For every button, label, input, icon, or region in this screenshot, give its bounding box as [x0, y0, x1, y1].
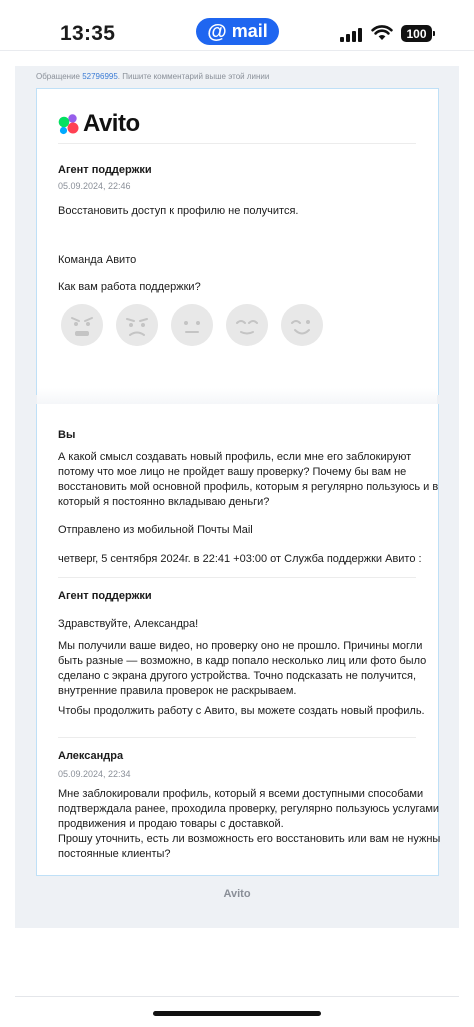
- support-text: Восстановить доступ к профилю не получится.: [58, 205, 299, 217]
- status-bar: [0, 0, 474, 60]
- quoted-user-line: постоянные клиенты?: [58, 848, 171, 860]
- wifi-icon: [371, 24, 393, 41]
- at-icon: @: [207, 20, 227, 43]
- avito-logo-text: Avito: [83, 110, 140, 137]
- mail-pill-label: mail: [231, 21, 268, 41]
- very-angry-face-icon[interactable]: [61, 304, 103, 346]
- quoted-support-line: Мы получили ваше видео, но проверку оно не прошло. Причины могли: [58, 640, 423, 652]
- quoted-user-line: продвижения и продаю товары с доставкой.: [58, 818, 284, 830]
- reply-line: потому что мое лицо не пройдет вашу проверку? Почему бы вам не: [58, 466, 407, 478]
- bottom-divider: [15, 996, 459, 997]
- reply-line: восстановить мой основной профиль, которым я регулярно пользуюсь и в: [58, 481, 439, 493]
- sent-from: Отправлено из мобильной Почты Mail: [58, 524, 253, 536]
- reply-line: который я постоянно вкладываю деньги?: [58, 496, 270, 508]
- support-signature: Команда Авито: [58, 254, 137, 266]
- quote-divider: [58, 737, 416, 738]
- logo-divider: [58, 143, 416, 144]
- slight-smile-face-icon[interactable]: [226, 304, 268, 346]
- ticket-suffix: . Пишите комментарий выше этой линии: [117, 72, 270, 81]
- quoted-user-line: Мне заблокировали профиль, который я всеми доступными способами: [58, 788, 424, 800]
- quoted-user-date: 05.09.2024, 22:34: [58, 769, 131, 779]
- footer-brand: Avito: [223, 888, 251, 900]
- home-indicator[interactable]: [153, 1011, 321, 1016]
- quoted-support-closing: Чтобы продолжить работу с Авито, вы можете создать новый профиль.: [58, 705, 425, 717]
- happy-wink-face-icon[interactable]: [281, 304, 323, 346]
- avito-logo-dots-icon: [58, 113, 80, 135]
- rating-faces: [61, 304, 323, 346]
- rating-question: Как вам работа поддержки?: [58, 281, 201, 293]
- ticket-prefix: Обращение: [36, 72, 83, 81]
- quoted-support-line: внутренние правила проверок не раскрываем.: [58, 685, 297, 697]
- quote-header: четверг, 5 сентября 2024г. в 22:41 +03:00 от Служба поддержки Авито :: [58, 553, 422, 565]
- quoted-user-line: Прошу уточнить, есть ли возможность его восстановить или вам не нужны: [58, 833, 441, 845]
- avito-logo: [58, 110, 140, 138]
- support-date: 05.09.2024, 22:46: [58, 181, 131, 191]
- reply-line: А какой смысл создавать новый профиль, если мне его заблокируют: [58, 451, 412, 463]
- support-author: Агент поддержки: [58, 164, 152, 176]
- cellular-signal-icon: [340, 27, 362, 42]
- quoted-support-line: быть разные — возможно, в кадр попало несколько лиц или фото было: [58, 655, 427, 667]
- quoted-support-line: сделано с экрана другого устройства. Точно подсказать не получится,: [58, 670, 417, 682]
- angry-face-icon[interactable]: [116, 304, 158, 346]
- quote-divider: [58, 577, 416, 578]
- battery-icon: [401, 25, 432, 42]
- ticket-number-link[interactable]: 52796995: [82, 72, 118, 81]
- quoted-support-author: Агент поддержки: [58, 590, 152, 602]
- quoted-user-line: подтверждала ранее, проходила проверку, регулярно пользуюсь услугами: [58, 803, 440, 815]
- ticket-info: [36, 72, 269, 81]
- header-divider: [0, 50, 474, 51]
- quoted-support-greeting: Здравствуйте, Александра!: [58, 618, 199, 630]
- mail-app-pill[interactable]: [196, 18, 279, 45]
- clock: 13:35: [60, 22, 116, 45]
- quoted-user-author: Александра: [58, 750, 124, 762]
- reply-author: Вы: [58, 429, 76, 441]
- neutral-face-icon[interactable]: [171, 304, 213, 346]
- battery-level: 100: [406, 26, 427, 41]
